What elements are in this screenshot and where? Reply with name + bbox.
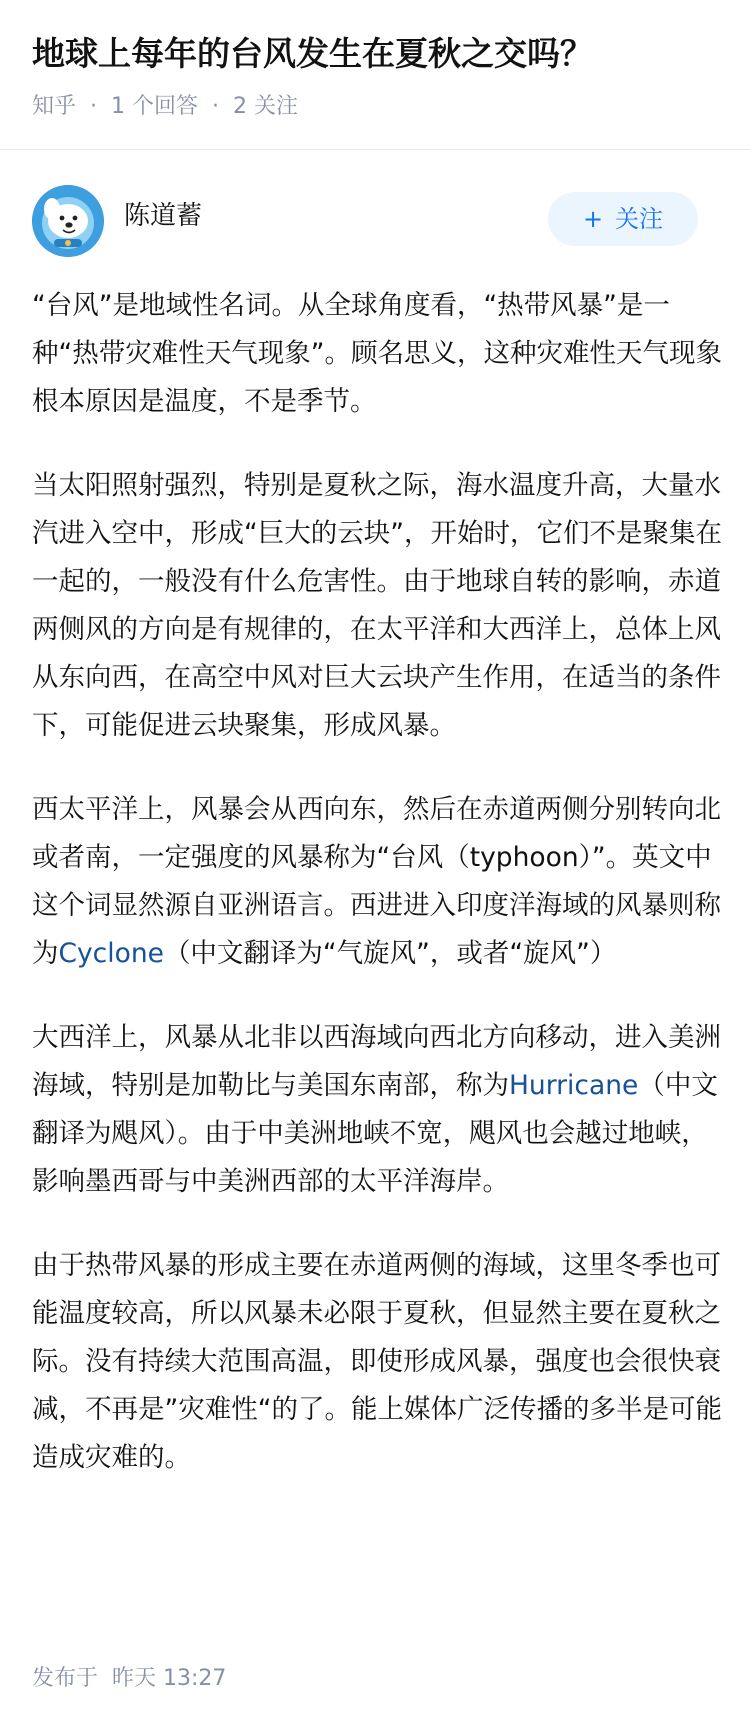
- answer-paragraph-5: 由于热带风暴的形成主要在赤道两侧的海域，这里冬季也可能温度较高，所以风暴未必限于夏秋，但显然主要在夏秋之际。没有持续大范围高温，即使形成风暴，强度也会很快衰减，不再是”灾难性“的了。能上媒体广泛传播的多半是可能造成灾难的。: [32, 1250, 722, 1473]
- meta-separator: ·: [90, 94, 98, 119]
- follow-button[interactable]: [548, 192, 698, 246]
- answer-count: 1: [111, 94, 126, 119]
- author-avatar[interactable]: [32, 185, 104, 257]
- follower-count: 2: [233, 94, 248, 119]
- question-meta: [32, 90, 298, 124]
- follower-count-link[interactable]: [233, 94, 298, 119]
- author-row: [0, 150, 750, 260]
- site-name[interactable]: 知乎: [32, 94, 77, 119]
- answer-paragraph-2: 当太阳照射强烈，特别是夏秋之际，海水温度升高，大量水汽进入空中，形成“巨大的云块”，开始时，它们不是聚集在一起的，一般没有什么危害性。由于地球自转的影响，赤道两侧风的方向是有规律的，在太平洋和大西洋上，总体上风从东向西，在高空中风对巨大云块产生作用，在适当的条件下，可能促进云块聚集，形成风暴。: [32, 470, 722, 741]
- author-name[interactable]: 陈道蓄: [124, 201, 203, 231]
- question-title[interactable]: 地球上每年的台风发生在夏秋之交吗？: [32, 34, 593, 73]
- answer-count-link[interactable]: [111, 94, 198, 119]
- meta-separator: ·: [212, 94, 220, 119]
- answer-content: [32, 282, 722, 1518]
- plus-icon: +: [582, 205, 604, 233]
- paragraph-text: 大西洋上，风暴从北非以西海域向西北方向移动，进入美洲海域，特别是加勒比与美国东南部，称为: [32, 1022, 721, 1101]
- paragraph-text: 西太平洋上，风暴会从西向东，然后在赤道两侧分别转向北或者南，一定强度的风暴称为“台风（typhoon）”。英文中这个词显然源自亚洲语言。西进进入印度洋海域的风暴则称为: [32, 794, 721, 969]
- paragraph-text: （中文翻译为飓风）。由于中美洲地峡不宽，飓风也会越过地峡，影响墨西哥与中美洲西部的太平洋海岸。: [32, 1070, 718, 1197]
- answer-count-label: 个回答: [132, 94, 199, 119]
- cartoon-dog-avatar-icon: [32, 185, 104, 257]
- follow-button-label: 关注: [615, 205, 664, 233]
- follower-count-label: 关注: [254, 94, 299, 119]
- question-header: [0, 0, 750, 150]
- cyclone-link[interactable]: Cyclone: [58, 938, 164, 969]
- answer-paragraph-4: [32, 1014, 722, 1206]
- answer-paragraph-1: “台风”是地域性名词。从全球角度看，“热带风暴”是一种“热带灾难性天气现象”。顾名思义，这种灾难性天气现象根本原因是温度，不是季节。: [32, 290, 722, 417]
- answer-paragraph-3: [32, 786, 722, 978]
- published-label: 发布于: [32, 1666, 99, 1691]
- publish-info: [32, 1662, 226, 1696]
- published-time: 昨天 13:27: [112, 1666, 227, 1691]
- hurricane-link[interactable]: Hurricane: [509, 1070, 639, 1101]
- paragraph-text: （中文翻译为“气旋风”，或者“旋风”）: [163, 938, 617, 969]
